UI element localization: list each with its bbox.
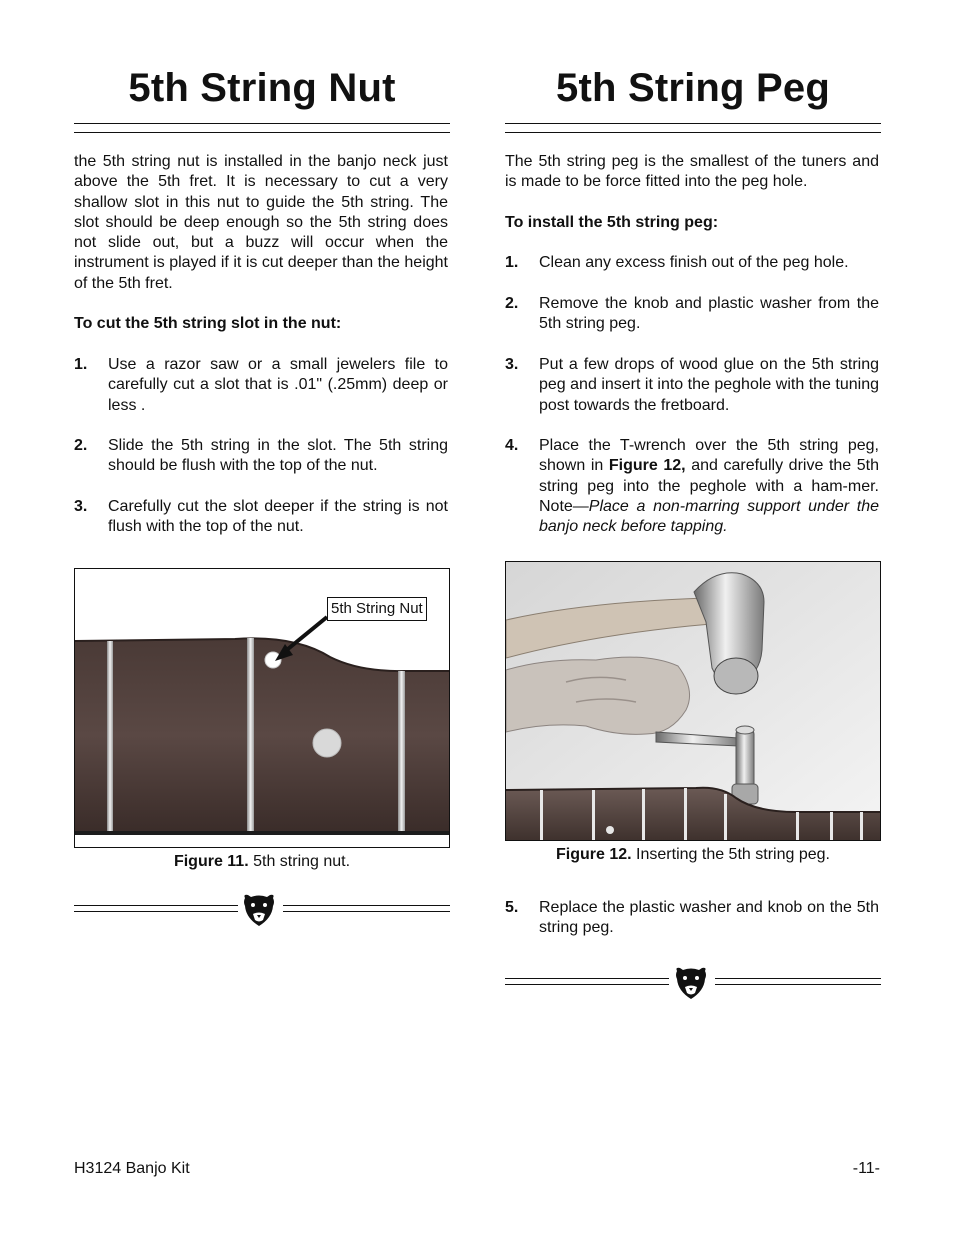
nut-subheading: To cut the 5th string slot in the nut: <box>74 315 342 333</box>
peg-step: 1. Clean any excess finish out of the peg hole. <box>505 254 849 272</box>
figure-reference: Figure 12, <box>608 457 686 475</box>
section-divider <box>505 965 881 1001</box>
nut-intro: the 5th string nut is installed in the banjo neck just above the 5th fret. It is necessary to cut a very shallow slot in this nut to guide the 5th string. The slot should be deep enough so the 5th string does not slide out, but a buzz will occur when the instrument is played if it is cut deeper than the height of the 5th fret. <box>74 153 448 292</box>
peg-body-continued <box>505 898 879 939</box>
step-note: Place a non-marring support under the banjo neck before tapping. <box>539 498 879 536</box>
bear-logo-icon <box>241 892 277 928</box>
figure-11-image <box>74 568 450 848</box>
figure-12-caption: Figure 12. Inserting the 5th string peg. <box>556 846 830 863</box>
nut-step: 1. Use a razor saw or a small jewelers file to carefully cut a slot that is .01" (.25mm) deep or less . <box>74 355 448 414</box>
figure-12-image <box>505 561 881 841</box>
section-divider <box>74 892 450 928</box>
bear-logo-icon <box>673 965 709 1001</box>
figure-11-callout: 5th String Nut <box>327 597 427 621</box>
peg-subheading: To install the 5th string peg: <box>505 213 719 231</box>
footer-page-number: -11- <box>852 1160 880 1177</box>
title-rule <box>505 123 881 133</box>
peg-step: 2. Remove the knob and plastic washer from the 5th string peg. <box>505 295 879 333</box>
peg-step: 4. Place the T-wrench over the 5th string peg, shown in Figure 12, and carefully drive the 5th string peg into the peghole with a ham-mer. Note—Place a non-marring support under the banjo neck before tapping. <box>505 437 880 536</box>
peg-body <box>505 152 879 538</box>
nut-step: 2. Slide the 5th string in the slot. The 5th string should be flush with the top of the nut. <box>74 437 448 475</box>
hammer-photo-illustration <box>506 562 881 841</box>
figure-11-caption: Figure 11. 5th string nut. <box>173 853 351 870</box>
nut-body <box>74 152 448 538</box>
footer-left: H3124 Banjo Kit <box>74 1160 190 1177</box>
peg-step: 3. Put a few drops of wood glue on the 5th string peg and insert it into the peghole with the tuning post towards the fretboard. <box>505 355 879 414</box>
section-title-peg: 5th String Peg <box>556 66 830 110</box>
peg-step: 5. Replace the plastic washer and knob on the 5th string peg. <box>505 899 879 937</box>
title-rule <box>74 123 450 133</box>
nut-step: 3. Carefully cut the slot deeper if the string is not flush with the top of the nut. <box>74 498 448 536</box>
peg-intro: The 5th string peg is the smallest of the tuners and is made to be force fitted into the peg hole. <box>505 153 879 191</box>
section-title-nut: 5th String Nut <box>128 66 396 110</box>
